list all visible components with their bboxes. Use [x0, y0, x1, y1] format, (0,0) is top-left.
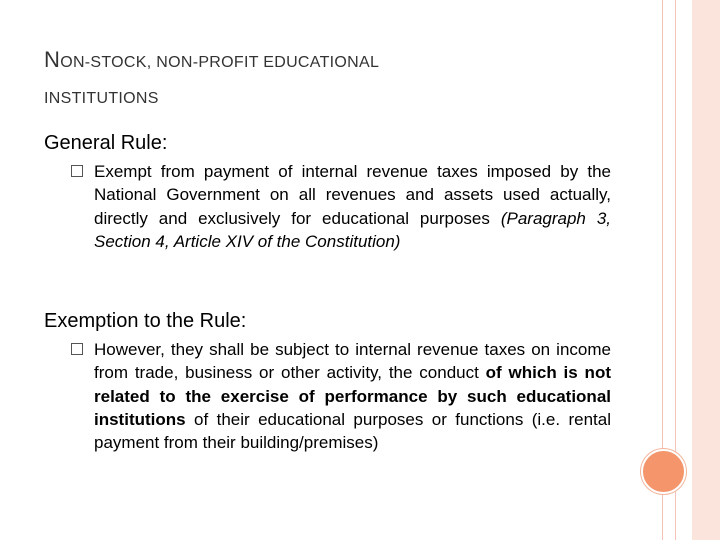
exemption-body-1: However, they shall be subject to internal revenue taxes on income from trade, business or other activity, the conduct [94, 340, 611, 383]
general-rule-heading: General Rule: [44, 132, 168, 154]
general-rule-citation: (Paragraph 3, Section 4, Article XIV of the Constitution) [94, 208, 612, 251]
general-rule-bullet [71, 160, 611, 253]
exemption-heading: Exemption to the Rule: [44, 310, 247, 332]
exemption-bullet [71, 338, 611, 454]
exemption-text [94, 338, 611, 454]
title-line-1-rest: ON-STOCK, NON-PROFIT EDUCATIONAL [60, 54, 380, 71]
title-line-1 [44, 42, 634, 81]
general-rule-text [94, 160, 611, 253]
bullet-box-icon [71, 343, 83, 355]
slide-title [44, 42, 634, 117]
exemption-body-2: of their educational purposes or functions (i.e. rental payment from their building/premises) [94, 409, 611, 453]
exemption-bold: of which is not related to the exercise of performance by such educational institutions [94, 363, 611, 429]
title-initial: N [44, 47, 61, 72]
decorative-circle [641, 449, 686, 494]
general-rule-body: Exempt from payment of internal revenue taxes imposed by the National Government on all revenues and assets used actually, directly and exclusively for educational purposes [94, 162, 611, 228]
decorative-band-fill [692, 0, 720, 540]
bullet-box-icon [71, 165, 83, 177]
title-line-2: INSTITUTIONS [44, 90, 159, 107]
